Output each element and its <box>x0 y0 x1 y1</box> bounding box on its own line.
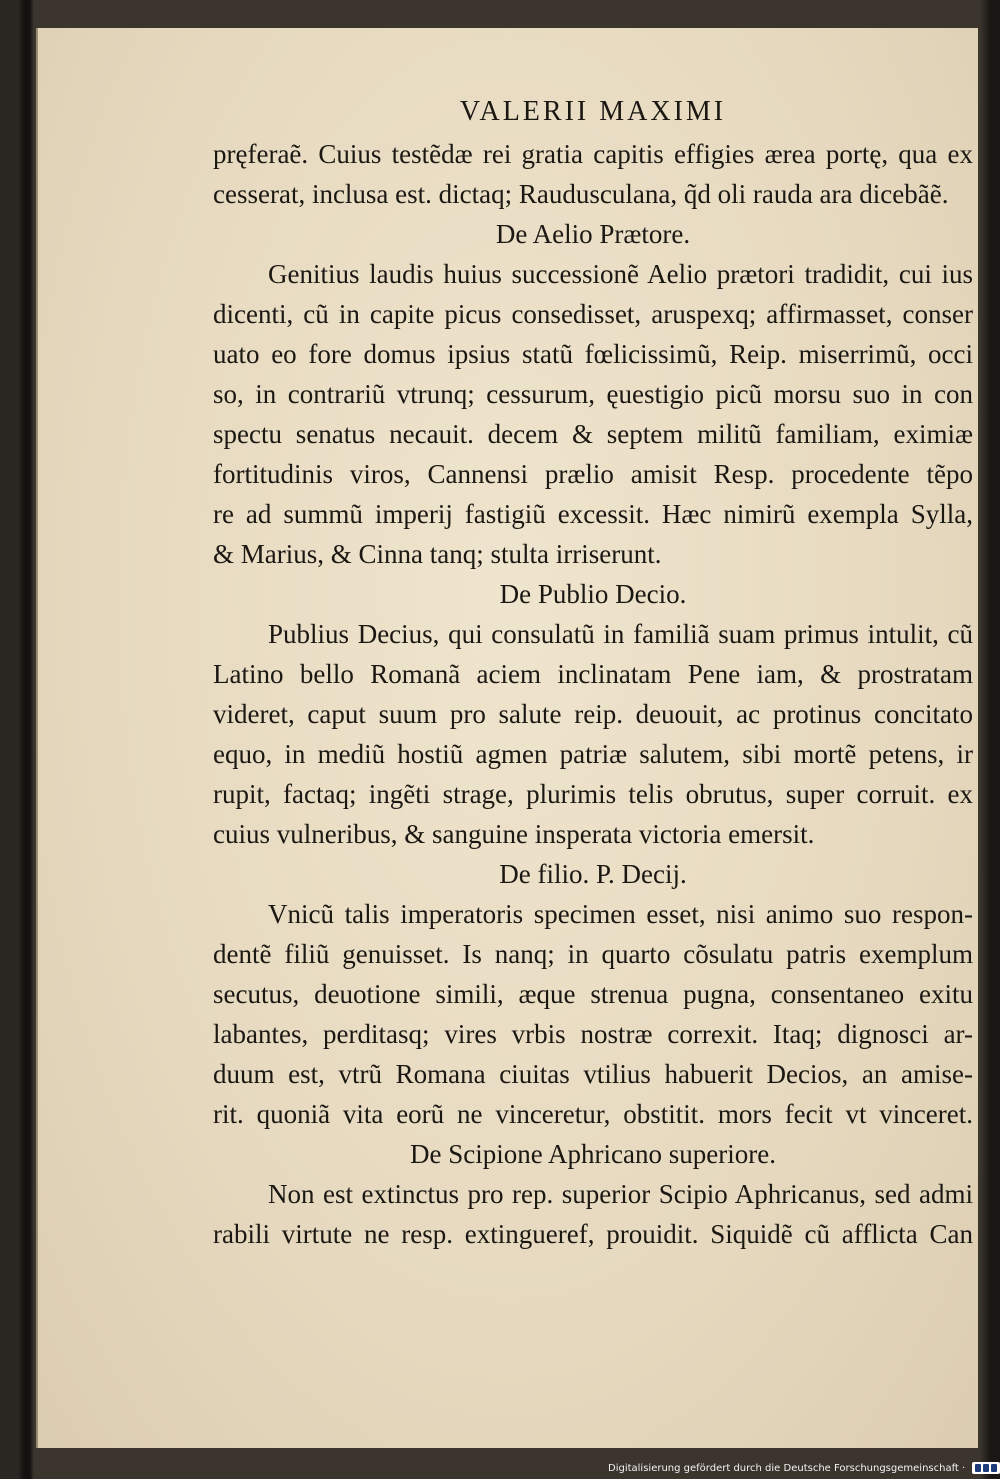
text-line: & Marius, & Cinna tanq; stulta irriserunt. <box>213 539 662 569</box>
text-line: spectu senatus necauit. decem & septem militũ familiam, eximiæ <box>213 419 973 449</box>
text-line: dicenti, cũ in capite picus consedisset, aruspexq; affirmasset, conser <box>213 299 973 329</box>
text-line: Publius Decius, qui consulatũ in familiã suam primus intulit, cũ <box>268 619 973 649</box>
text-line: pręferaẽ. Cuius testẽdæ rei gratia capitis effigies ærea portę, qua ex <box>213 139 973 169</box>
text-line: uato eo fore domus ipsius statũ fœlicissimũ, Reip. miserrimũ, occi <box>213 339 973 369</box>
section-heading: De Aelio Prætore. <box>495 219 691 249</box>
text-line: labantes, perditasq; vires vrbis nostræ correxit. Itaq; dignosci ar- <box>213 1019 973 1049</box>
dfg-logo <box>972 1462 1000 1474</box>
text-line: equo, in mediũ hostiũ agmen patriæ salutem, sibi mortẽ petens, ir <box>213 739 973 769</box>
section-heading: De Scipione Aphricano superiore. <box>410 1139 776 1169</box>
text-line: so, in contrariũ vtrunq; cessurum, ęuestigio picũ morsu suo in con <box>213 379 973 409</box>
text-line: cesserat, inclusa est. dictaq; Raudusculana, q̃d oli rauda ara dicebãẽ. <box>213 179 949 209</box>
section-heading: De filio. P. Decij. <box>499 859 687 889</box>
book-page <box>36 28 978 1448</box>
page-text <box>213 90 973 1254</box>
text-line: rabili virtute ne resp. extingueref, prouidit. Siquidẽ cũ afflicta Can <box>213 1219 973 1249</box>
text-line: Latino bello Romanã aciem inclinatam Pene iam, & prostratam <box>213 659 973 689</box>
text-line: rit. quoniã vita eorũ ne vinceretur, obstitit. mors fecit vt vinceret. <box>213 1099 973 1129</box>
credit-text: Digitalisierung gefördert durch die Deutsche Forschungsgemeinschaft · <box>608 1463 966 1474</box>
running-head: VALERII MAXIMI <box>459 96 727 127</box>
text-line: Genitius laudis huius successionẽ Aelio prætori tradidit, cui ius <box>268 259 973 289</box>
text-line: fortitudinis viros, Cannensi prælio amisit Resp. procedente tẽpo <box>213 459 973 489</box>
text-line: dentẽ filiũ genuisset. Is nanq; in quarto cõsulatu patris exemplum <box>213 939 973 969</box>
text-line: cuius vulneribus, & sanguine insperata victoria emersit. <box>213 819 815 849</box>
text-line: re ad summũ imperij fastigiũ excessit. Hæc nimirũ exempla Sylla, <box>213 499 973 529</box>
text-line: secutus, deuotione simili, æque strenua pugna, consentaneo exitu <box>213 979 973 1009</box>
text-line: duum est, vtrũ Romana ciuitas vtilius habuerit Decios, an amise- <box>213 1059 973 1089</box>
text-line: rupit, factaq; ingẽti strage, plurimis telis obrutus, super corruit. ex <box>213 779 973 809</box>
text-line: Non est extinctus pro rep. superior Scipio Aphricanus, sed admi <box>268 1179 973 1209</box>
text-line: videret, caput suum pro salute reip. deuouit, ac protinus concitato <box>213 699 973 729</box>
text-line: Vnicũ talis imperatoris specimen esset, nisi animo suo respon- <box>268 899 973 929</box>
section-heading: De Publio Decio. <box>499 579 687 609</box>
digitization-credit <box>608 1461 998 1477</box>
